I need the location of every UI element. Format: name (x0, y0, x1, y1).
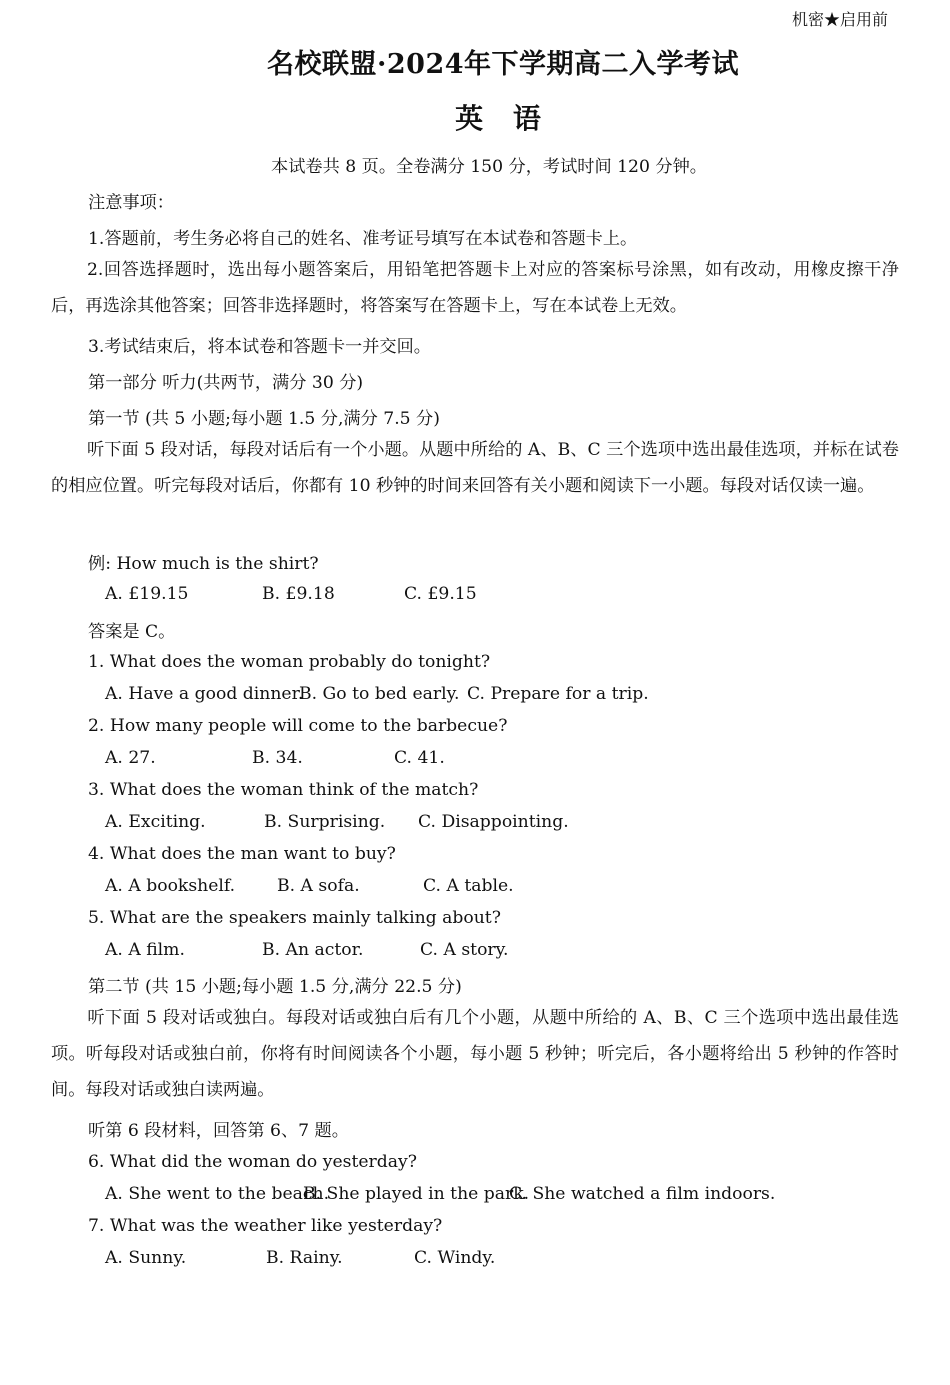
example-answer: 答案是 C。 (88, 622, 176, 642)
note-item-3: 3.考试结束后，将本试卷和答题卡一并交回。 (88, 337, 431, 357)
secret-mark: 机密★启用前 (792, 10, 889, 29)
notes-heading: 注意事项： (88, 193, 174, 213)
subject-title: 英 语 (455, 102, 551, 135)
question-3: 3. What does the woman think of the match? (88, 780, 479, 800)
q7-option-b: B. Rainy. (266, 1248, 343, 1268)
note-item-2: 2.回答选择题时，选出每小题答案后，用铅笔把答题卡上对应的答案标号涂黑，如有改动，用橡皮擦干净后，再选涂其他答案；回答非选择题时，将答案写在答题卡上，写在本试卷上无效。 (51, 260, 899, 316)
q1-option-c: C. Prepare for a trip. (467, 684, 649, 704)
note-item-1: 1.答题前，考生务必将自己的姓名、准考证号填写在本试卷和答题卡上。 (88, 229, 638, 249)
q7-option-a: A. Sunny. (105, 1248, 187, 1268)
q5-option-a: A. A film. (105, 940, 185, 960)
q3-option-c: C. Disappointing. (418, 812, 569, 832)
material-6-note: 听第 6 段材料，回答第 6、7 题。 (88, 1121, 349, 1141)
question-6: 6. What did the woman do yesterday? (88, 1152, 417, 1172)
q2-option-c: C. 41. (394, 748, 445, 768)
q1-option-b: B. Go to bed early. (299, 684, 460, 704)
exam-title: 名校联盟·2024年下学期高二入学考试 (266, 49, 740, 80)
part1-title: 第一部分 听力(共两节，满分 30 分) (88, 373, 364, 393)
q3-option-a: A. Exciting. (105, 812, 206, 832)
q2-option-b: B. 34. (252, 748, 303, 768)
section1-title: 第一节 (共 5 小题;每小题 1.5 分,满分 7.5 分) (88, 409, 440, 429)
example-option-b: B. £9.18 (262, 584, 335, 604)
q4-option-a: A. A bookshelf. (105, 876, 236, 896)
example-option-a: A. £19.15 (105, 584, 189, 604)
q1-option-a: A. Have a good dinner. (105, 684, 304, 704)
q4-option-c: C. A table. (423, 876, 514, 896)
question-4: 4. What does the man want to buy? (88, 844, 396, 864)
q5-option-b: B. An actor. (262, 940, 364, 960)
section2-title: 第二节 (共 15 小题;每小题 1.5 分,满分 22.5 分) (88, 977, 462, 997)
q6-option-a: A. She went to the beach. (105, 1184, 330, 1204)
section2-instructions: 听下面 5 段对话或独白。每段对话或独白后有几个小题，从题中所给的 A、B、C 三个选项中选出最佳选项。听每段对话或独白前，你将有时间阅读各个小题，每小题 5 秒钟；听完后，各小题将给出 5 秒钟的作答时间。每段对话或独白读两遍。 (51, 1008, 899, 1100)
question-5: 5. What are the speakers mainly talking about? (88, 908, 501, 928)
q6-option-b: B. She played in the park. (303, 1184, 530, 1204)
example-question: 例: How much is the shirt? (88, 554, 319, 574)
q5-option-c: C. A story. (420, 940, 509, 960)
question-2: 2. How many people will come to the barbecue? (88, 716, 508, 736)
question-7: 7. What was the weather like yesterday? (88, 1216, 443, 1236)
exam-info: 本试卷共 8 页。全卷满分 150 分，考试时间 120 分钟。 (271, 157, 707, 177)
q3-option-b: B. Surprising. (264, 812, 386, 832)
question-1: 1. What does the woman probably do tonight? (88, 652, 491, 672)
example-option-c: C. £9.15 (404, 584, 477, 604)
q2-option-a: A. 27. (105, 748, 156, 768)
q6-option-c: C. She watched a film indoors. (509, 1184, 776, 1204)
q7-option-c: C. Windy. (414, 1248, 496, 1268)
section1-instructions: 听下面 5 段对话，每段对话后有一个小题。从题中所给的 A、B、C 三个选项中选出最佳选项，并标在试卷的相应位置。听完每段对话后，你都有 10 秒钟的时间来回答有关小题和阅读下一小题。每段对话仅读一遍。 (51, 440, 899, 496)
q4-option-b: B. A sofa. (277, 876, 360, 896)
